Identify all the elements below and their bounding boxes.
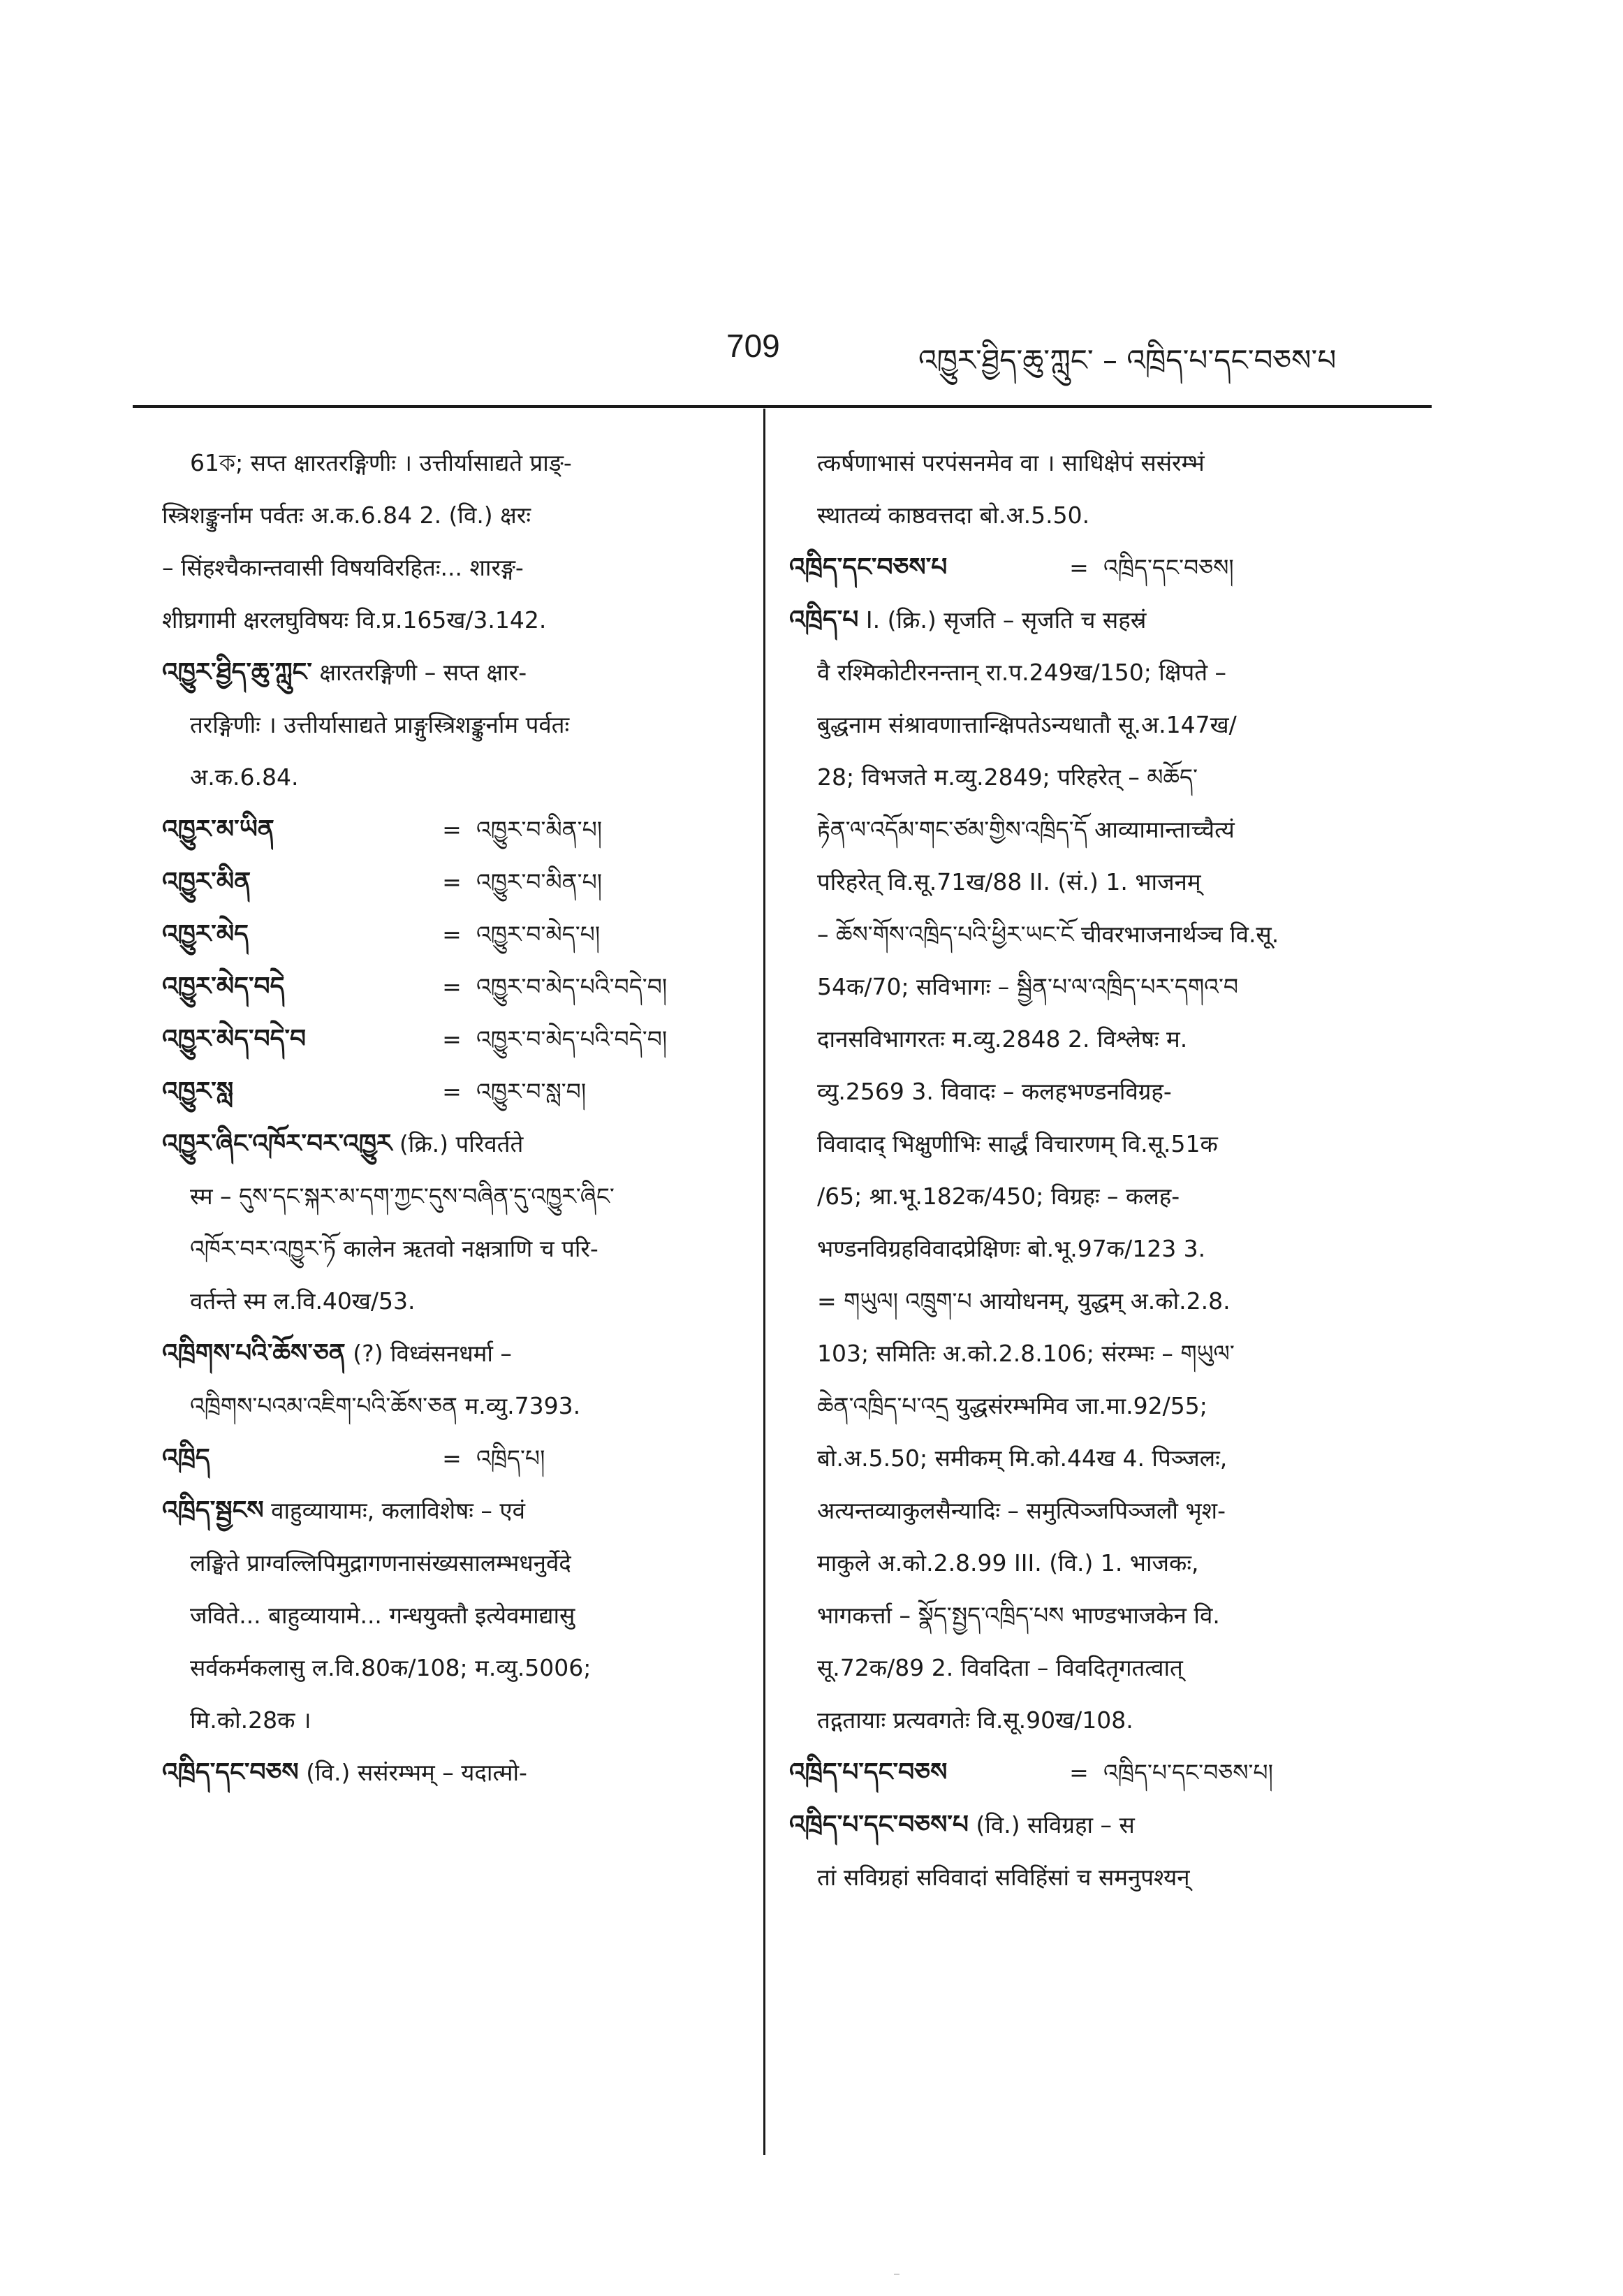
entry-headword: འཁྱུར་ཞིང་འཁོར་བར་འཁྱུར [162, 1129, 392, 1158]
xref-entry [162, 856, 735, 908]
line-text: दानसविभागरतः म.व्यु.2848 2. विश्लेषः म. [817, 1025, 1188, 1053]
text-line [789, 699, 1390, 751]
text-line [789, 437, 1390, 489]
text-line [789, 1065, 1390, 1118]
xref-target: འཁྱུར་བ་མེད་པའི་བདེ་བ། [476, 973, 668, 1000]
entry-line [162, 1327, 735, 1380]
entry-headword: འཁྲིད་པ་དང་བཅས་པ [789, 1811, 969, 1839]
line-text: भण्डनविग्रहविवादप्रेक्षिणः बो.भू.97क/123 3. [817, 1235, 1206, 1262]
entry-line [162, 1484, 735, 1537]
line-text: तां सविग्रहां सविवादां सविहिंसां च समनुपश्यन् [817, 1864, 1190, 1891]
line-text: सर्वकर्मकलासु ल.वि.80क/108; म.व्यु.5006; [190, 1654, 592, 1681]
text-line [162, 489, 735, 541]
entry-line [789, 594, 1390, 646]
equals-sign: = [442, 1025, 462, 1053]
text-line [789, 1327, 1390, 1380]
line-text: बुद्धनाम संश्रावणात्तान्क्षिपतेऽन्यधातौ सू.अ.147ख/ [817, 711, 1237, 738]
text-line [789, 1694, 1390, 1746]
line-text: भागकर्त्ता – སྣོད་སྤྱད་འཁྲིད་པས भाण्डभाजकेन वि. [817, 1602, 1220, 1629]
text-line [162, 1222, 735, 1275]
entry-line [162, 646, 735, 699]
line-text: जविते... बाहुव्यायामे... गन्धयुक्तौ इत्येवमाद्यासु [190, 1602, 575, 1629]
line-text: मि.को.28क । [190, 1706, 311, 1734]
entry-line [162, 1746, 735, 1799]
equals-sign: = [442, 868, 462, 895]
line-text: वाहुव्यायामः, कलाविशेषः – एवं [263, 1497, 526, 1524]
text-line [789, 646, 1390, 699]
xref-entry [162, 1013, 735, 1065]
xref-entry [789, 1746, 1390, 1799]
text-line [789, 1589, 1390, 1641]
line-text: (वि.) सविग्रहा – स [969, 1811, 1135, 1838]
entry-headword: འཁྲིད་པ་དང་བཅས [789, 1758, 948, 1787]
line-text: I. (क्रि.) सृजति – सृजति च सहस्रं [858, 606, 1147, 634]
entry-headword: འཁྱུར་མིན [162, 868, 251, 896]
xref-entry [162, 1432, 735, 1484]
text-line [789, 1432, 1390, 1484]
text-line [789, 803, 1390, 856]
line-text: (?) विध्वंसनधर्मा – [345, 1340, 512, 1367]
line-text: लङ्घिते प्राग्वल्लिपिमुद्रागणनासंख्यसालम्भधनुर्वेदे [190, 1549, 571, 1577]
page-number: 709 [726, 328, 780, 364]
line-text: 28; विभजते म.व्यु.2849; परिहरेत् – མཆོད་ [817, 763, 1198, 791]
xref-target: འཁྲིད་པ་དང་བཅས་པ། [1103, 1759, 1273, 1786]
line-text: व्यु.2569 3. विवादः – कलहभण्डनविग्रह- [817, 1078, 1172, 1105]
text-line [789, 908, 1390, 960]
text-line [789, 1275, 1390, 1327]
text-line [789, 960, 1390, 1013]
text-line [789, 1851, 1390, 1903]
text-line [789, 856, 1390, 908]
line-text: – ཆོས་གོས་འཁྲིད་པའི་ཕྱིར་ཡང་ངོ चीवरभाजनार्थञ्च वि.सू. [817, 921, 1279, 948]
entry-headword: འཁྱུར་སླ [162, 1077, 234, 1106]
xref-entry [162, 1065, 735, 1118]
xref-target: འཁྱུར་བ་སླ་བ། [476, 1078, 587, 1105]
text-line [162, 699, 735, 751]
line-text: तद्गतायाः प्रत्यवगतेः वि.सू.90ख/108. [817, 1706, 1133, 1734]
line-text: འཁོར་བར་འཁྱུར་ཏོ कालेन ऋतवो नक्षत्राणि च परि- [190, 1235, 598, 1262]
line-text: बो.अ.5.50; समीकम् मि.को.44ख 4. पिञ्जलः, [817, 1445, 1228, 1472]
entry-headword: འཁྲིད [162, 1444, 210, 1472]
text-line [162, 594, 735, 646]
line-text: = གཡུལ། འཁྲུག་པ आयोधनम्, युद्धम् अ.को.2.8. [817, 1287, 1231, 1315]
text-line [789, 1537, 1390, 1589]
xref-target: འཁྱུར་བ་མིན་པ། [476, 816, 603, 843]
entry-line [789, 1799, 1390, 1851]
entry-headword: འཁྱུར་ཐྱིད་ཆུ་ཀླུང་ [162, 658, 312, 687]
entry-headword: འཁྲིད་དང་བཅས [162, 1758, 299, 1787]
equals-sign: = [1069, 554, 1089, 581]
text-line [789, 489, 1390, 541]
xref-target: འཁྱུར་བ་མིན་པ། [476, 868, 603, 895]
header-rule [133, 405, 1432, 408]
xref-entry [162, 908, 735, 960]
xref-target: འཁྲིད་དང་བཅས། [1103, 554, 1234, 581]
xref-entry [789, 541, 1390, 594]
line-text: 61ক; सप्त क्षारतरङ्गिणीः । उत्तीर्यासाद्यते प्राङ्- [190, 449, 572, 476]
text-line [789, 1013, 1390, 1065]
entry-headword: འཁྲིད་དང་བཅས་པ [789, 553, 948, 582]
equals-sign: = [1069, 1759, 1089, 1786]
text-line [162, 751, 735, 803]
text-line [162, 1537, 735, 1589]
line-text: /65; श्रा.भू.182क/450; विग्रहः – कलह- [817, 1183, 1180, 1210]
entry-line [162, 1118, 735, 1170]
page-range-header: འཁྱུར་ཐྱིད་ཆུ་ཀླུང་ – འཁྲིད་པ་དང་བཅས་པ [918, 343, 1337, 377]
line-text: शीघ्रगामी क्षरलघुविषयः वि.प्र.165ख/3.142. [162, 606, 547, 634]
line-text: (क्रि.) परिवर्तते [392, 1130, 524, 1157]
line-text: त्कर्षणाभासं परपंसनमेव वा । साधिक्षेपं ससंरम्भं [817, 449, 1205, 476]
line-text: वर्तन्ते स्म ल.वि.40ख/53. [190, 1287, 416, 1315]
entry-headword: འཁྱུར་མེད [162, 920, 249, 949]
line-text: स्थातव्यं काष्ठवत्तदा बो.अ.5.50. [817, 502, 1090, 529]
line-text: 54क/70; सविभागः – སྦྱིན་པ་ལ་འཁྲིད་པར་དགའ་བ [817, 973, 1239, 1000]
line-text: सू.72क/89 2. विवदिता – विवदितृगतत्वात् [817, 1654, 1183, 1681]
text-line [789, 751, 1390, 803]
line-text: क्षारतरङ्गिणी – सप्त क्षार- [311, 659, 527, 686]
xref-target: འཁྲིད་པ། [476, 1445, 545, 1472]
line-text: 103; समितिः अ.को.2.8.106; संरम्भः – གཡུལ་ [817, 1340, 1235, 1367]
line-text: स्त्रिशङ्कुर्नाम पर्वतः अ.क.6.84 2. (वि.) क्षरः [162, 502, 531, 529]
xref-entry [162, 803, 735, 856]
line-text: – सिंहश्चैकान्तवासी विषयविरहितः... शारङ्ग- [162, 554, 524, 581]
line-text: འཁྲིགས་པའམ་འཇིག་པའི་ཆོས་ཅན म.व्यु.7393. [190, 1392, 581, 1419]
text-line [789, 1222, 1390, 1275]
text-line [789, 1118, 1390, 1170]
equals-sign: = [442, 1445, 462, 1472]
entry-headword: འཁྲིད་སྦྱངས [162, 1496, 264, 1525]
line-text: (वि.) ससंरम्भम् – यदात्मो- [298, 1759, 527, 1786]
text-line [162, 1380, 735, 1432]
text-line [789, 1641, 1390, 1694]
text-line [162, 1694, 735, 1746]
equals-sign: = [442, 921, 462, 948]
equals-sign: = [442, 1078, 462, 1105]
line-text: तरङ्गिणीः । उत्तीर्यासाद्यते प्राङ्गुस्त्रिशङ्कुर्नाम पर्वतः [190, 711, 570, 738]
entry-headword: འཁྱུར་མེད་བདེ [162, 972, 285, 1001]
column-divider [763, 409, 765, 2155]
text-line [162, 1641, 735, 1694]
text-line [162, 1170, 735, 1222]
xref-target: འཁྱུར་བ་མེད་པའི་བདེ་བ། [476, 1025, 668, 1053]
left-column [162, 437, 735, 1799]
entry-headword: འཁྱུར་མ་ཡིན [162, 815, 274, 844]
text-line [162, 437, 735, 489]
text-line [162, 1589, 735, 1641]
equals-sign: = [442, 816, 462, 843]
text-line [162, 1275, 735, 1327]
xref-target: འཁྱུར་བ་མེད་པ། [476, 921, 601, 948]
text-line [789, 1484, 1390, 1537]
entry-headword: འཁྱུར་མེད་བདེ་བ [162, 1025, 307, 1053]
right-column [789, 437, 1390, 1903]
line-text: परिहरेत् वि.सू.71ख/88 II. (सं.) 1. भाजनम् [817, 868, 1201, 895]
line-text: अत्यन्तव्याकुलसैन्यादिः – समुत्पिञ्जपिञ्जलौ भृश- [817, 1497, 1226, 1524]
line-text: विवादाद् भिक्षुणीभिः सार्द्धं विचारणम् वि.सू.51क [817, 1130, 1218, 1157]
line-text: རྟེན་ལ་འདོམ་གང་ཙམ་གྱིས་འཁྲིད་དོ आव्यामान्ताच्चैत्यं [817, 816, 1235, 843]
text-line [789, 1170, 1390, 1222]
text-line [789, 1380, 1390, 1432]
equals-sign: = [442, 973, 462, 1000]
text-line [162, 541, 735, 594]
line-text: स्म – དུས་དང་སྐར་མ་དག་ཀྱང་དུས་བཞིན་དུ་འཁྱུར་ཞིང་ [190, 1183, 615, 1210]
line-text: वै रश्मिकोटीरनन्तान् रा.प.249ख/150; क्षिपते – [817, 659, 1227, 686]
line-text: माकुले अ.को.2.8.99 III. (वि.) 1. भाजकः, [817, 1549, 1199, 1577]
scan-mark [894, 2274, 899, 2275]
line-text: ཆེན་འཁྲིད་པ་འདྲ युद्धसंरम्भमिव जा.मा.92/55; [817, 1392, 1207, 1419]
entry-headword: འཁྲིགས་པའི་ཆོས་ཅན [162, 1339, 346, 1368]
line-text: अ.क.6.84. [190, 763, 299, 791]
xref-entry [162, 960, 735, 1013]
entry-headword: འཁྲིད་པ [789, 606, 859, 634]
